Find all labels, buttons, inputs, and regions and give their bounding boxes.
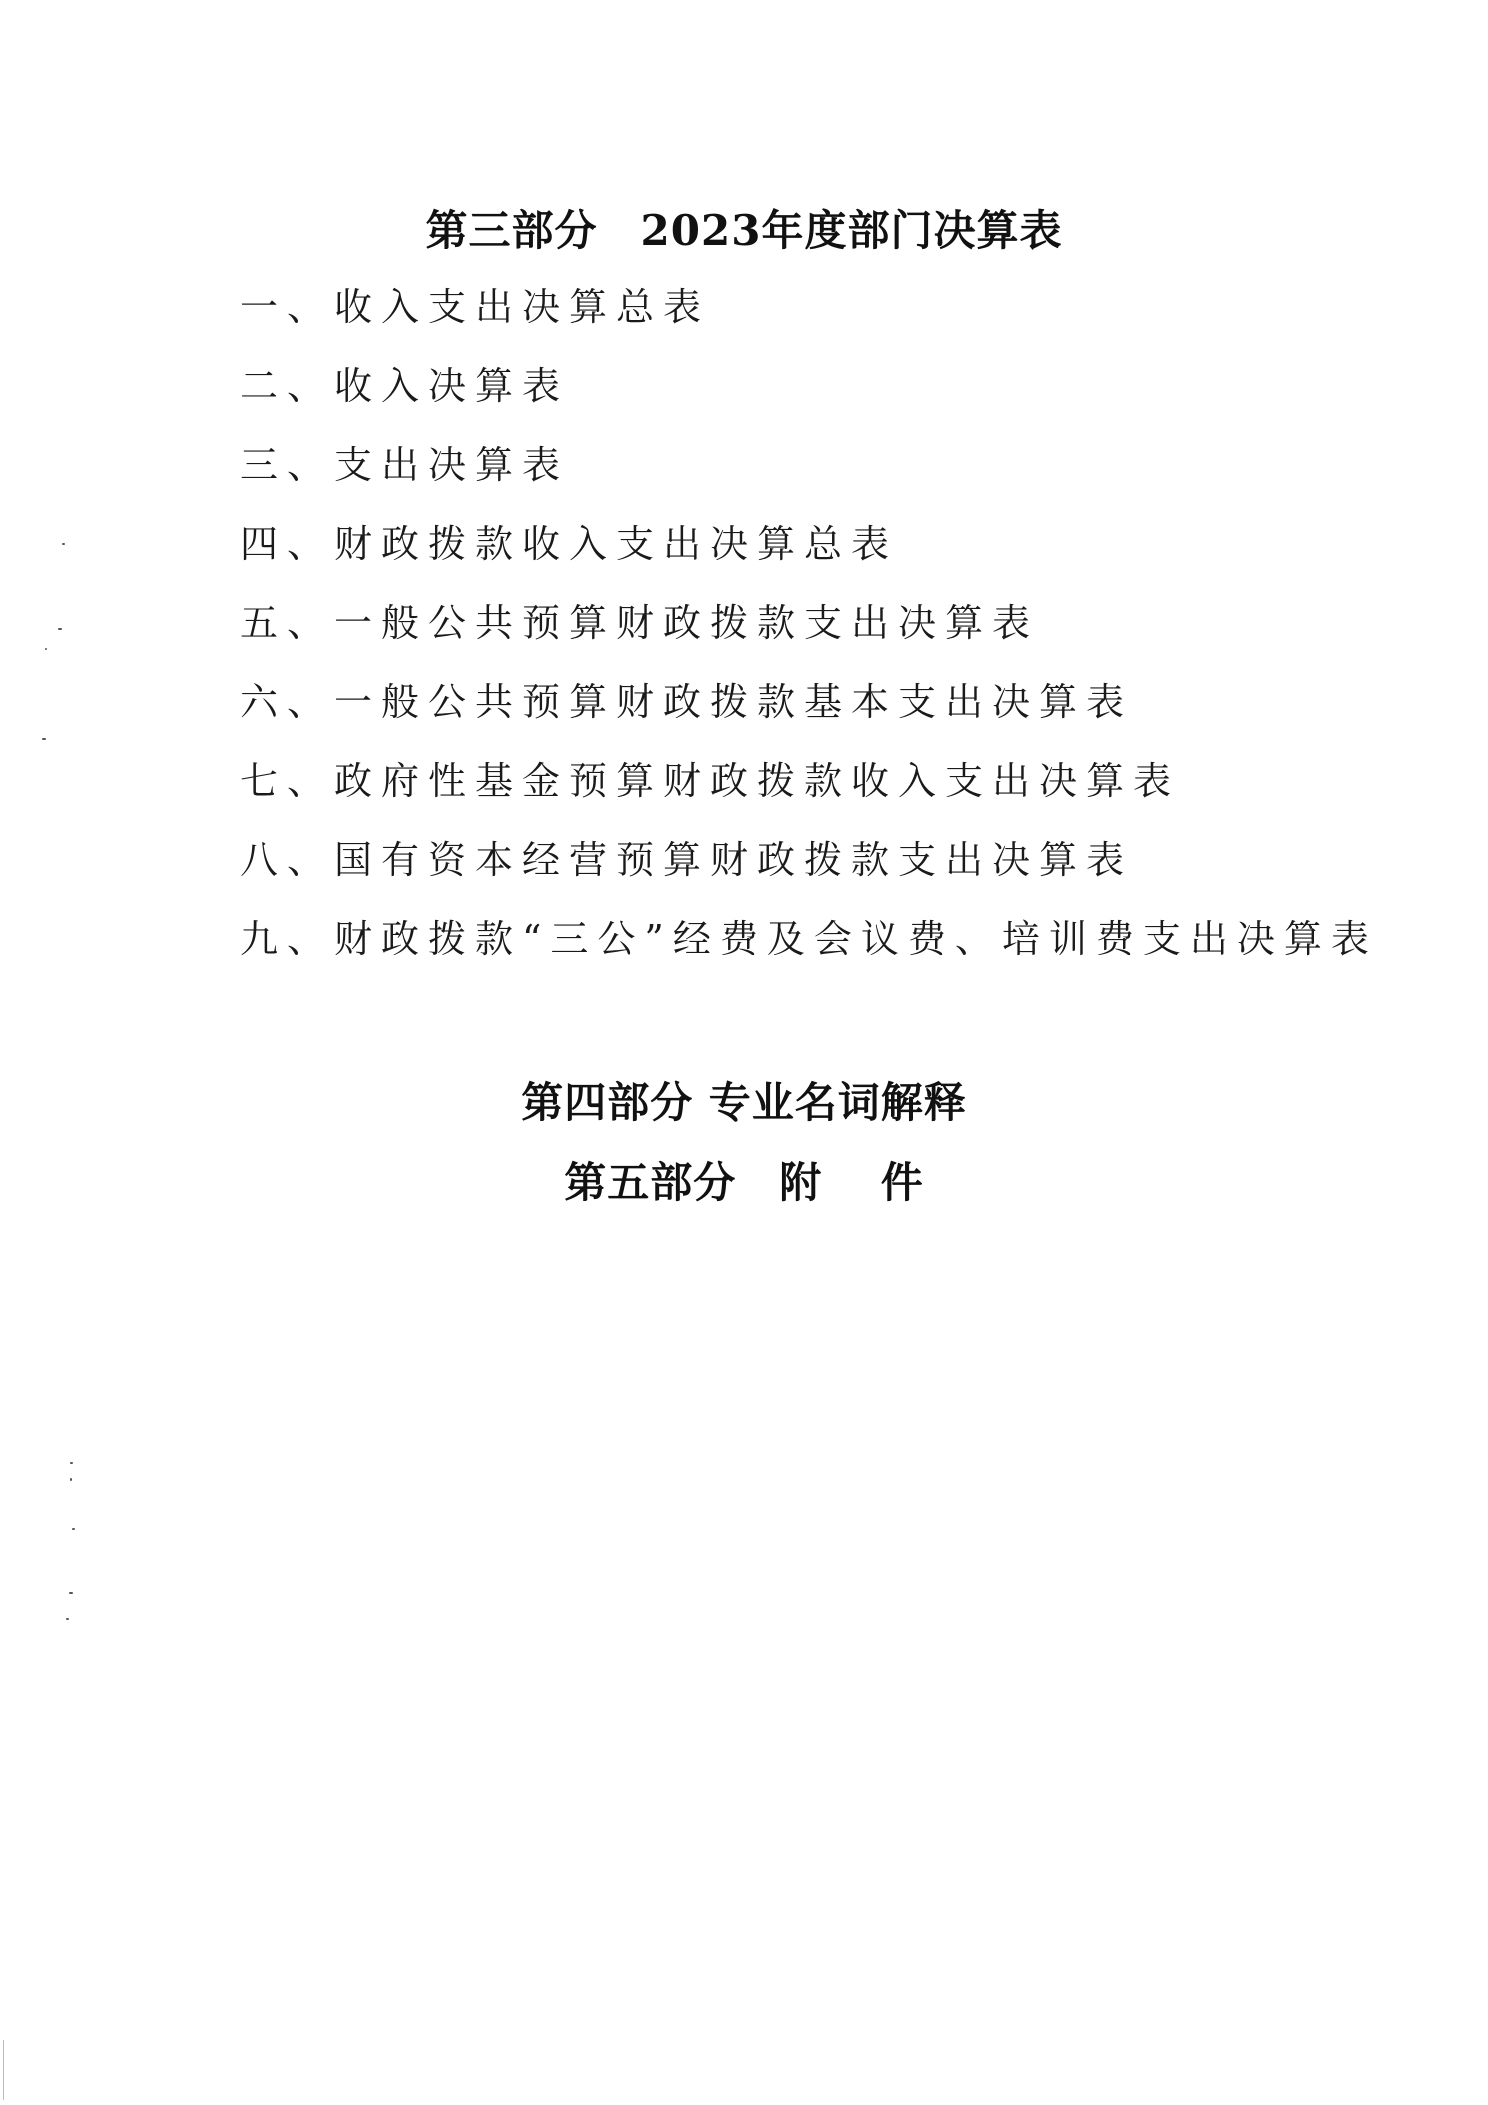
table-list-item: 五、一般公共预算财政拨款支出决算表: [240, 601, 1040, 645]
table-list-item: 七、政府性基金预算财政拨款收入支出决算表: [240, 759, 1181, 803]
part3-title: 第三部分 2023年度部门决算表: [425, 206, 1063, 255]
table-list-item: 四、财政拨款收入支出决算总表: [240, 522, 899, 566]
scan-speck: [66, 1618, 69, 1620]
scan-speck: [58, 628, 62, 630]
table-list-item: 三、支出决算表: [240, 443, 570, 487]
part5-title: 第五部分 附 件: [564, 1158, 924, 1207]
scan-speck: [70, 1478, 72, 1481]
scan-speck: [72, 1528, 75, 1530]
scan-speck: [45, 648, 47, 650]
part3-table-list: [240, 282, 1378, 993]
part4-title: 第四部分 专业名词解释: [521, 1078, 967, 1127]
table-list-item: 八、国有资本经营预算财政拨款支出决算表: [240, 838, 1134, 882]
scan-speck: [3, 2040, 4, 2100]
scan-speck: [62, 543, 65, 545]
table-list-item: 六、一般公共预算财政拨款基本支出决算表: [240, 680, 1134, 724]
table-list-item: 一、收入支出决算总表: [240, 285, 711, 329]
scan-speck: [42, 738, 46, 740]
scan-speck: [69, 1592, 73, 1594]
table-list-item: 九、财政拨款“三公”经费及会议费、培训费支出决算表: [240, 917, 1378, 961]
scan-speck: [70, 1462, 73, 1464]
table-list-item: 二、收入决算表: [240, 364, 570, 408]
